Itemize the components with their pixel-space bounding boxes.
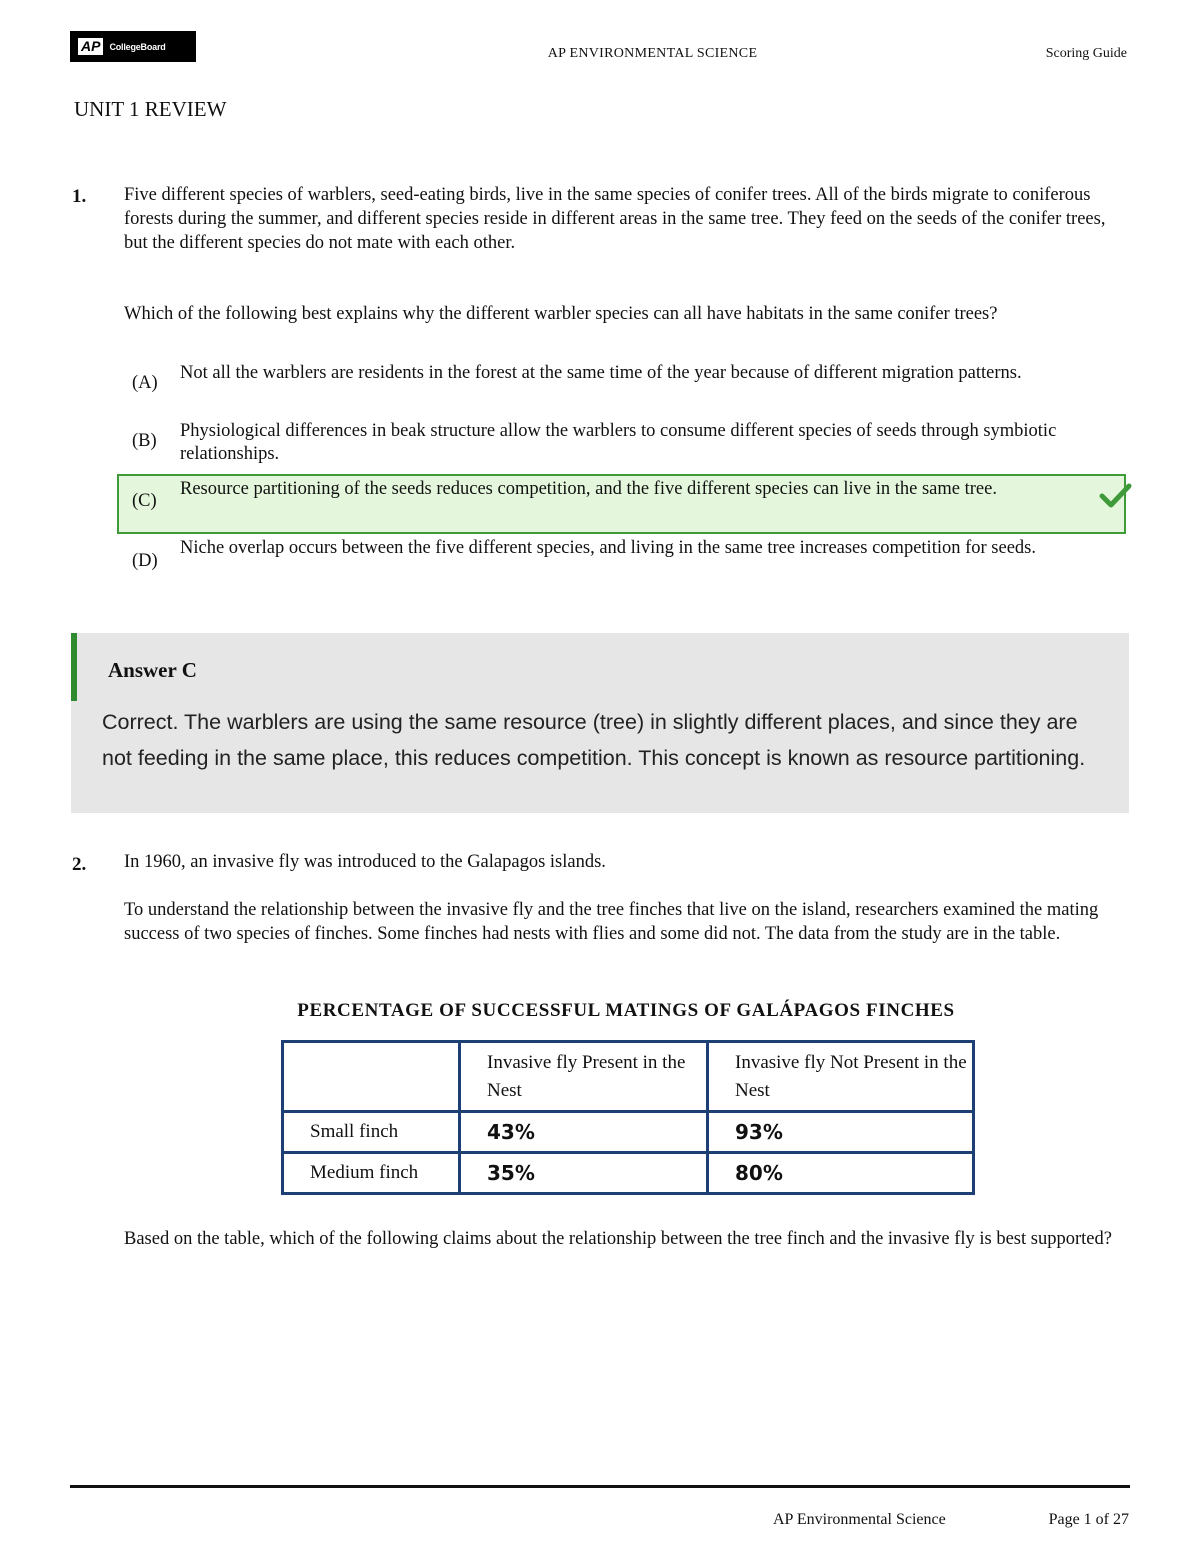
option-d-text[interactable]: Niche overlap occurs between the five different species, and living in the same tree increases competition for seeds. (180, 538, 1036, 558)
cell-small-present: 43% (460, 1112, 708, 1153)
table-row (283, 1153, 974, 1194)
logo-collegeboard-text: CollegeBoard (109, 41, 166, 52)
row-label-small-finch: Small finch (283, 1112, 460, 1153)
option-c-letter: (C) (132, 491, 157, 511)
table-header-row (283, 1042, 974, 1112)
question-1-number: 1. (72, 186, 87, 207)
option-b-text[interactable]: Physiological differences in beak structure allow the warblers to consume different species of seeds through symbiotic relationships. (180, 421, 1057, 464)
cell-medium-absent: 80% (708, 1153, 974, 1194)
question-1-stem: Five different species of warblers, seed-eating birds, live in the same species of conifer trees. All of the birds migrate to coniferous forests during the summer, and different species reside in different areas in the same tree. They feed on the seeds of the conifer trees, but the different species do not mate with each other. (124, 185, 1106, 253)
option-a-text[interactable]: Not all the warblers are residents in the forest at the same time of the year because of different migration patterns. (180, 363, 1022, 383)
question-1-prompt: Which of the following best explains why the different warbler species can all have habitats in the same conifer trees? (124, 304, 998, 324)
column-header-fly-present: Invasive fly Present in the Nest (460, 1042, 708, 1112)
check-icon (1098, 478, 1132, 512)
footer-course-name: AP Environmental Science (773, 1511, 946, 1528)
option-a-letter: (A) (132, 373, 158, 393)
cell-medium-present: 35% (460, 1153, 708, 1194)
table-corner-cell (283, 1042, 460, 1112)
option-c-text[interactable]: Resource partitioning of the seeds reduces competition, and the five different species can live in the same tree. (180, 479, 997, 499)
cell-small-absent: 93% (708, 1112, 974, 1153)
header-course-title: AP ENVIRONMENTAL SCIENCE (547, 46, 758, 61)
page-title: UNIT 1 REVIEW (74, 97, 227, 121)
question-2-intro: In 1960, an invasive fly was introduced to the Galapagos islands. (124, 852, 606, 872)
footer-page-number: Page 1 of 27 (1048, 1511, 1129, 1528)
question-2-prompt: Based on the table, which of the following claims about the relationship between the tree finch and the invasive fly is best supported? (124, 1229, 1112, 1249)
footer-divider (70, 1485, 1130, 1488)
question-2-number: 2. (72, 854, 87, 875)
option-d-letter: (D) (132, 551, 158, 571)
question-2-paragraph: To understand the relationship between the invasive fly and the tree finches that live on the island, researchers examined the mating success of two species of finches. Some finches had nests with flies and some did not. The data from the study are in the table. (124, 900, 1099, 944)
answer-accent-bar (71, 633, 77, 701)
table-row (283, 1112, 974, 1153)
row-label-medium-finch: Medium finch (283, 1153, 460, 1194)
logo-ap-text: AP (78, 38, 103, 55)
column-header-fly-absent: Invasive fly Not Present in the Nest (708, 1042, 974, 1112)
finch-data-table (281, 1040, 975, 1195)
option-b-letter: (B) (132, 431, 157, 451)
header-scoring-guide: Scoring Guide (1045, 46, 1127, 61)
answer-explanation: Correct. The warblers are using the same resource (tree) in slightly different places, and since they are not feeding in the same place, this reduces competition. This concept is known as resource partitioning. (102, 710, 1086, 770)
answer-title: Answer C (108, 658, 197, 682)
table-title: PERCENTAGE OF SUCCESSFUL MATINGS OF GALÁPAGOS FINCHES (297, 1000, 955, 1021)
